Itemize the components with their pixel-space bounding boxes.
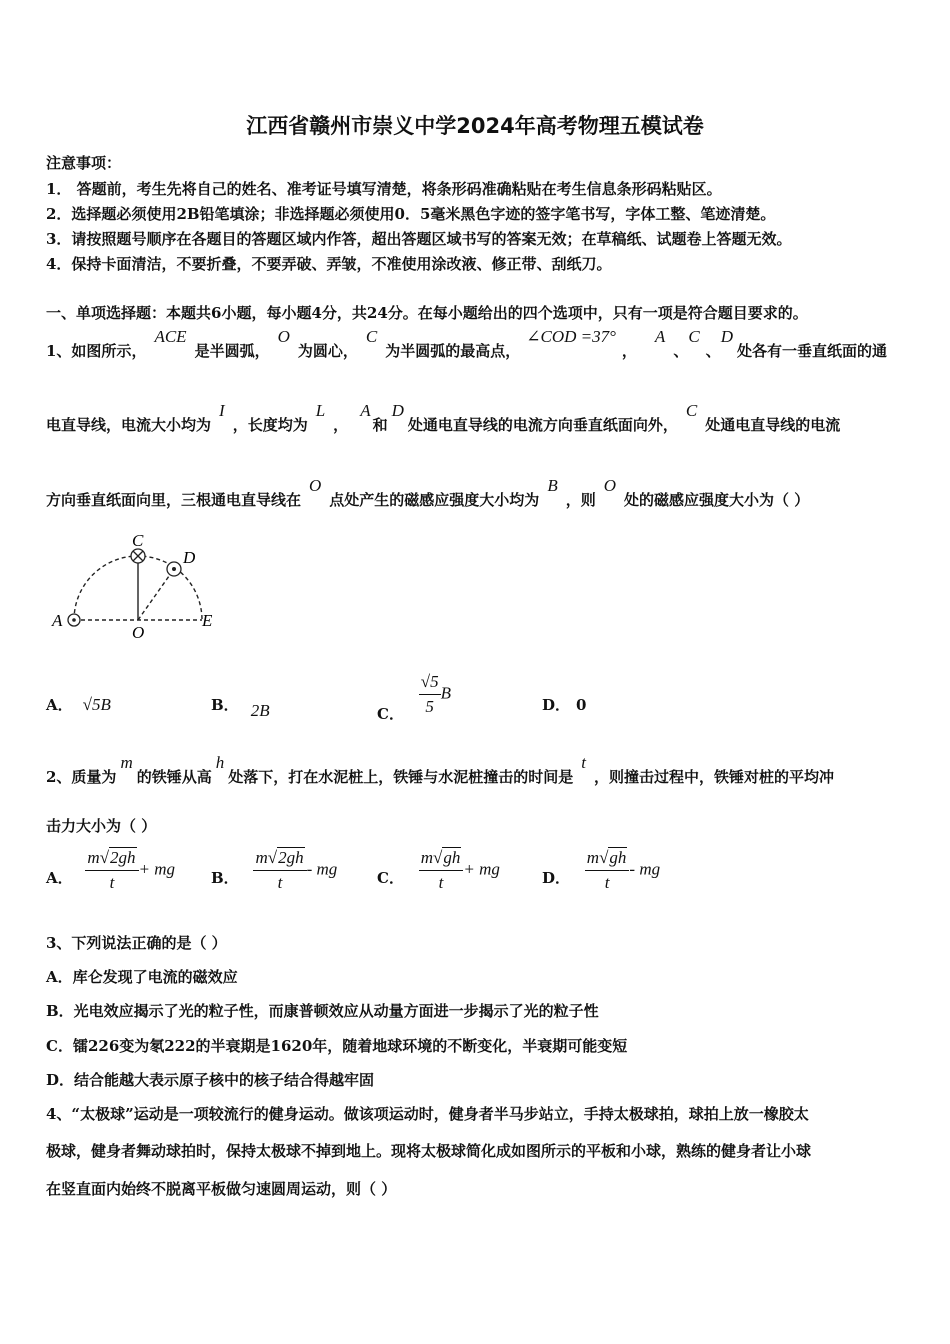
q1-line-1: 1、如图所示，ACE是半圆弧，O为圆心，C为半圆弧的最高点，∠COD =37°，A、C、D处各有一垂直纸面的通 xyxy=(46,327,887,360)
q2-option-b[interactable]: B． $\frac{m√2gh}{t}$ - mg xyxy=(211,848,338,892)
label-c: C xyxy=(132,531,144,550)
q2-option-c[interactable]: C． $\frac{m√gh}{t}$ + mg xyxy=(377,848,500,892)
q3-option-b[interactable]: B．光电效应揭示了光的粒子性，而康普顿效应从动量方面进一步揭示了光的粒子性 xyxy=(46,1002,599,1020)
notice-item: 2．选择题必须使用2B铅笔填涂；非选择题必须使用0．5毫米黑色字迹的签字笔书写，字体工整、笔迹清楚。 xyxy=(46,205,776,223)
page-title: 江西省赣州市崇义中学2024年高考物理五模试卷 xyxy=(246,114,704,138)
radius-od xyxy=(138,569,174,620)
section-heading: 一、单项选择题：本题共6小题，每小题4分，共24分。在每小题给出的四个选项中，只有一项是符合题目要求的。 xyxy=(46,304,808,322)
q1-option-a[interactable]: A． √5B xyxy=(46,695,111,714)
notice-item: 1． 答题前，考生先将自己的姓名、准考证号填写清楚，将条形码准确粘贴在考生信息条形码粘贴区。 xyxy=(46,180,722,198)
label-a: A xyxy=(52,611,63,630)
q1-line-3: 方向垂直纸面向里，三根通电直导线在O点处产生的磁感应强度大小均为B，则O处的磁感应强度大小为（ ） xyxy=(46,476,810,509)
q3-option-d[interactable]: D．结合能越大表示原子核中的核子结合得越牢固 xyxy=(46,1071,375,1089)
label-e: E xyxy=(202,611,213,630)
label-o: O xyxy=(132,623,145,642)
notice-item: 3．请按照题号顺序在各题目的答题区域内作答，超出答题区域书写的答案无效；在草稿纸、试题卷上答题无效。 xyxy=(46,230,792,248)
wire-d-out-icon xyxy=(167,562,181,576)
q4-line: 4、“太极球”运动是一项较流行的健身运动。做该项运动时，健身者半马步站立，手持太极球拍，球拍上放一橡胶太 xyxy=(46,1105,809,1123)
q2-line-2: 击力大小为（ ） xyxy=(46,817,157,835)
semicircle-figure xyxy=(44,530,234,645)
q4-line: 极球，健身者舞动球拍时，保持太极球不掉到地上。现将太极球简化成如图所示的平板和小球，熟练的健身者让小球 xyxy=(46,1142,812,1160)
wire-a-out-icon xyxy=(68,614,80,626)
notice-item: 4．保持卡面清洁，不要折叠，不要弄破、弄皱，不准使用涂改液、修正带、刮纸刀。 xyxy=(46,255,612,273)
q2-option-d[interactable]: D． $\frac{m√gh}{t}$ - mg xyxy=(542,848,661,892)
q3-option-a[interactable]: A．库仑发现了电流的磁效应 xyxy=(46,968,238,986)
q4-line: 在竖直面内始终不脱离平板做匀速圆周运动，则（ ） xyxy=(46,1180,397,1198)
wire-c-in-icon xyxy=(131,549,145,563)
q1-line-2: 电直导线，电流大小均为I，长度均为L，A和D处通电直导线的电流方向垂直纸面向外，C处通电直导线的电流 xyxy=(46,401,841,434)
q3-stem: 3、下列说法正确的是（ ） xyxy=(46,934,227,952)
q3-option-c[interactable]: C．镭226变为氡222的半衰期是1620年，随着地球环境的不断变化，半衰期可能变短 xyxy=(46,1037,628,1055)
notice-heading: 注意事项： xyxy=(46,154,122,172)
q2-line-1: 2、质量为m的铁锤从高h处落下，打在水泥桩上，铁锤与水泥桩撞击的时间是t，则撞击过程中，铁锤对桩的平均冲 xyxy=(46,753,834,786)
label-d: D xyxy=(183,548,196,567)
q2-option-a[interactable]: A． $\frac{m√2gh}{t}$ + mg xyxy=(46,848,176,892)
q1-option-d[interactable]: D． 0 xyxy=(542,696,587,714)
q1-option-b[interactable]: B． 2B xyxy=(211,696,270,720)
q1-option-c[interactable]: C． $\frac{√5}{5}$ B xyxy=(377,672,451,723)
